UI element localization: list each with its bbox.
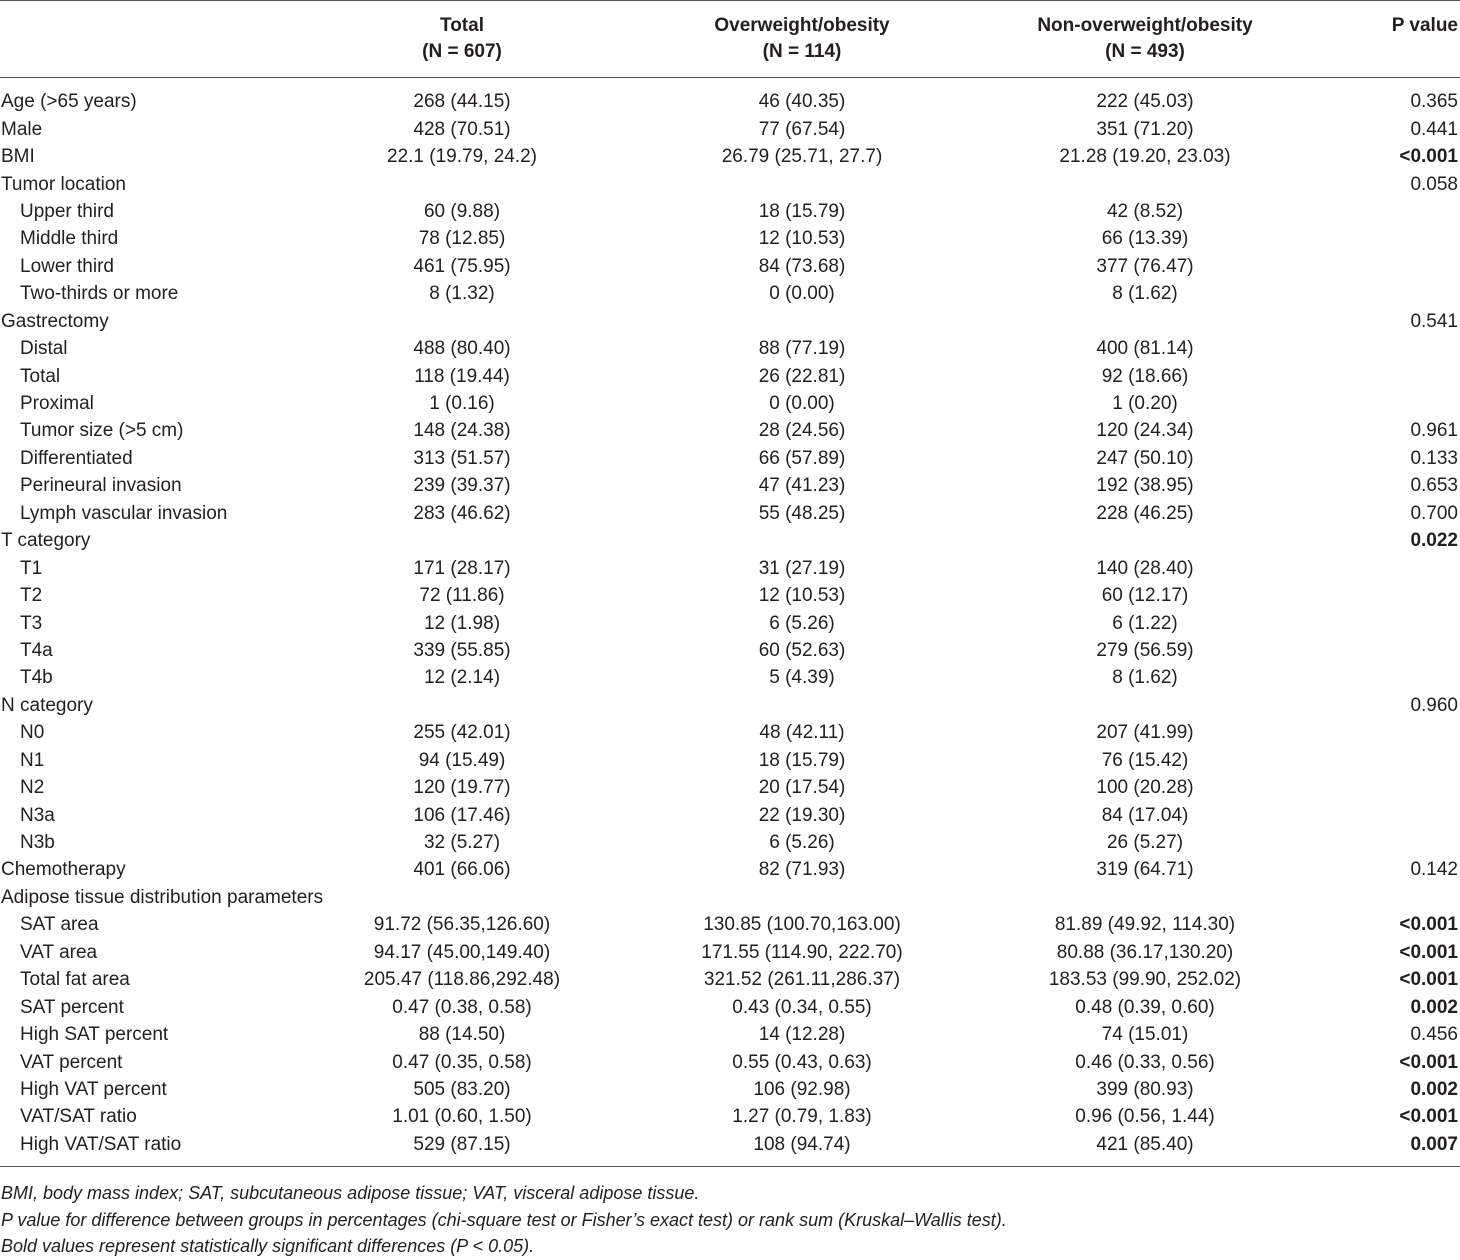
table-row xyxy=(0,417,1460,444)
row-label: Total fat area xyxy=(20,969,130,991)
cell-non-overweight: 0.46 (0.33, 0.56) xyxy=(1075,1051,1215,1073)
row-label: N category xyxy=(1,694,93,716)
cell-total: 1.01 (0.60, 1.50) xyxy=(392,1106,532,1128)
cell-total: 88 (14.50) xyxy=(418,1024,506,1046)
row-label: High VAT/SAT ratio xyxy=(0,1131,290,1167)
cell-non-overweight xyxy=(970,308,1320,335)
table-row xyxy=(0,993,1460,1020)
cell-total: 72 (11.86) xyxy=(419,585,505,607)
cell-overweight: 48 (42.11) xyxy=(759,722,845,744)
header-total xyxy=(290,1,634,78)
table-row xyxy=(0,911,1460,938)
cell-p-value: 0.700 xyxy=(1410,502,1458,524)
cell-non-overweight: 8 (1.62) xyxy=(1112,667,1178,689)
cell-p-value xyxy=(1320,774,1460,801)
cell-total xyxy=(290,884,634,911)
cell-overweight: 130.85 (100.70,163.00) xyxy=(703,914,901,936)
table-row xyxy=(0,747,1460,774)
cell-p-value xyxy=(1320,362,1460,389)
cell-p-value xyxy=(1320,664,1460,691)
cell-non-overweight: 279 (56.59) xyxy=(1096,639,1194,661)
cell-p-value xyxy=(1320,582,1460,609)
cell-total: 12 (1.98) xyxy=(423,612,501,634)
cell-total: 505 (83.20) xyxy=(413,1078,511,1100)
cell-non-overweight: 377 (76.47) xyxy=(1096,255,1194,277)
row-label: N3b xyxy=(20,832,55,854)
row-label: BMI xyxy=(1,146,35,168)
cell-overweight: 106 (92.98) xyxy=(753,1078,851,1100)
table-row xyxy=(0,308,1460,335)
cell-non-overweight: 60 (12.17) xyxy=(1101,585,1189,607)
table-row xyxy=(0,280,1460,307)
cell-p-value: <0.001 xyxy=(1399,146,1458,168)
row-label: VAT percent xyxy=(20,1051,123,1073)
cell-p-value xyxy=(1320,198,1460,225)
header-total-title: Total xyxy=(440,15,484,36)
cell-non-overweight: 80.88 (36.17,130.20) xyxy=(1056,941,1234,963)
row-label: T4a xyxy=(20,639,53,661)
cell-p-value: 0.002 xyxy=(1410,1078,1458,1100)
cell-overweight xyxy=(634,692,970,719)
cell-total: 148 (24.38) xyxy=(413,420,511,442)
cell-non-overweight: 84 (17.04) xyxy=(1101,804,1189,826)
table-row xyxy=(0,1048,1460,1075)
cell-total: 94.17 (45.00,149.40) xyxy=(373,941,551,963)
row-label: Differentiated xyxy=(20,447,133,469)
table-row xyxy=(0,939,1460,966)
table-row xyxy=(0,1103,1460,1130)
cell-total: 60 (9.88) xyxy=(423,200,501,222)
cell-p-value: 0.022 xyxy=(1410,530,1458,552)
cell-overweight: 0.55 (0.43, 0.63) xyxy=(732,1051,872,1073)
cell-non-overweight: 0.48 (0.39, 0.60) xyxy=(1075,996,1215,1018)
cell-overweight: 108 (94.74) xyxy=(634,1131,970,1167)
cell-total: 118 (19.44) xyxy=(414,365,510,387)
cell-non-overweight: 421 (85.40) xyxy=(970,1131,1320,1167)
cell-overweight: 6 (5.26) xyxy=(769,612,835,634)
cell-overweight: 55 (48.25) xyxy=(758,502,846,524)
cell-total: 268 (44.15) xyxy=(413,91,511,113)
cell-non-overweight: 100 (20.28) xyxy=(1096,777,1194,799)
cell-overweight: 1.27 (0.79, 1.83) xyxy=(732,1106,872,1128)
row-label: T1 xyxy=(20,557,43,579)
row-label: T2 xyxy=(20,585,43,607)
cell-p-value xyxy=(1320,390,1460,417)
cell-overweight: 12 (10.53) xyxy=(758,228,846,250)
row-label: Age (>65 years) xyxy=(1,91,137,113)
cell-p-value xyxy=(1320,609,1460,636)
row-label: VAT/SAT ratio xyxy=(20,1106,137,1128)
cell-non-overweight: 140 (28.40) xyxy=(1096,557,1194,579)
cell-total xyxy=(290,527,634,554)
cell-non-overweight: 228 (46.25) xyxy=(1096,502,1194,524)
cell-overweight: 28 (24.56) xyxy=(758,420,846,442)
cell-non-overweight: 120 (24.34) xyxy=(1096,420,1194,442)
cell-p-value: 0.961 xyxy=(1410,420,1458,442)
cell-total: 94 (15.49) xyxy=(418,749,506,771)
cell-total: 283 (46.62) xyxy=(413,502,511,524)
header-overweight-title: Overweight/obesity xyxy=(714,15,890,36)
row-label: High VAT percent xyxy=(20,1078,167,1100)
footnote-abbreviations: BMI, body mass index; SAT, subcutaneous adipose tissue; VAT, visceral adipose tissue. xyxy=(1,1183,700,1203)
table-row xyxy=(0,143,1460,170)
header-non-overweight xyxy=(970,1,1320,78)
cell-total: 0.47 (0.35, 0.58) xyxy=(392,1051,532,1073)
table-row xyxy=(0,884,1460,911)
cell-total: 401 (66.06) xyxy=(413,859,511,881)
row-label: N3a xyxy=(20,804,55,826)
cell-overweight: 60 (52.63) xyxy=(758,639,846,661)
cell-overweight xyxy=(634,884,970,911)
cell-non-overweight: 42 (8.52) xyxy=(1106,200,1184,222)
cell-p-value xyxy=(1320,225,1460,252)
cell-non-overweight: 192 (38.95) xyxy=(1096,475,1194,497)
cell-overweight: 6 (5.26) xyxy=(769,832,835,854)
row-label: T3 xyxy=(20,612,43,634)
cell-total: 22.1 (19.79, 24.2) xyxy=(387,146,537,168)
cell-overweight xyxy=(634,308,970,335)
table-body xyxy=(0,78,1460,1167)
row-label: T4b xyxy=(20,667,53,689)
table-row xyxy=(0,1131,1460,1167)
cell-p-value: 0.007 xyxy=(1320,1131,1460,1167)
row-label: Adipose tissue distribution parameters xyxy=(1,886,324,908)
cell-p-value: 0.365 xyxy=(1410,91,1458,113)
table-row xyxy=(0,774,1460,801)
table-row xyxy=(0,115,1460,142)
header-overweight-n: (N = 114) xyxy=(762,41,842,62)
cell-total: 106 (17.46) xyxy=(413,804,511,826)
cell-non-overweight: 92 (18.66) xyxy=(1101,365,1189,387)
table-row xyxy=(0,472,1460,499)
cell-p-value: <0.001 xyxy=(1399,941,1458,963)
header-total-n: (N = 607) xyxy=(422,41,502,62)
table-footnotes xyxy=(1,1180,1007,1260)
cell-total: 339 (55.85) xyxy=(413,639,511,661)
cell-total: 239 (39.37) xyxy=(413,475,511,497)
cell-total xyxy=(290,692,634,719)
row-label: Perineural invasion xyxy=(20,475,182,497)
cell-overweight: 46 (40.35) xyxy=(758,91,846,113)
row-label: Distal xyxy=(20,338,68,360)
row-label: Chemotherapy xyxy=(1,859,126,881)
cell-non-overweight: 8 (1.62) xyxy=(1112,283,1178,305)
cell-overweight: 12 (10.53) xyxy=(758,585,846,607)
row-label: Gastrectomy xyxy=(1,310,109,332)
cell-overweight: 66 (57.89) xyxy=(758,447,846,469)
table-row xyxy=(0,829,1460,856)
table-row xyxy=(0,664,1460,691)
cell-p-value xyxy=(1320,637,1460,664)
row-label: SAT percent xyxy=(20,996,124,1018)
cell-overweight: 5 (4.39) xyxy=(769,667,835,689)
table-row xyxy=(0,637,1460,664)
row-label: T category xyxy=(1,530,91,552)
table-row xyxy=(0,719,1460,746)
cell-non-overweight: 66 (13.39) xyxy=(1101,228,1189,250)
header-overweight xyxy=(634,1,970,78)
cell-p-value: 0.133 xyxy=(1410,447,1458,469)
cell-total xyxy=(290,308,634,335)
row-label: VAT area xyxy=(20,941,98,963)
footnote-p-value: P value for difference between groups in percentages (chi-square test or Fisher’s exact test) or rank sum (Kruskal–Wallis test). xyxy=(1,1209,1007,1230)
cell-p-value: <0.001 xyxy=(1399,1051,1458,1073)
row-label: Total xyxy=(20,365,61,387)
table-row xyxy=(0,801,1460,828)
cell-overweight: 18 (15.79) xyxy=(758,749,846,771)
table-row xyxy=(0,335,1460,362)
cell-total: 205.47 (118.86,292.48) xyxy=(363,969,561,991)
cell-non-overweight: 76 (15.42) xyxy=(1101,749,1189,771)
table-row xyxy=(0,527,1460,554)
cell-overweight: 321.52 (261.11,286.37) xyxy=(703,969,901,991)
cell-total: 313 (51.57) xyxy=(413,447,511,469)
row-label: Upper third xyxy=(20,200,114,222)
cell-p-value: 0.541 xyxy=(1410,310,1458,332)
cell-total: 1 (0.16) xyxy=(429,393,495,415)
cell-overweight: 77 (67.54) xyxy=(758,118,846,140)
cell-total: 0.47 (0.38, 0.58) xyxy=(392,996,532,1018)
cell-p-value xyxy=(1320,719,1460,746)
row-label: Two-thirds or more xyxy=(20,283,179,305)
cell-total xyxy=(290,170,634,197)
cell-non-overweight: 222 (45.03) xyxy=(1096,91,1194,113)
cell-p-value xyxy=(1320,253,1460,280)
cell-overweight: 171.55 (114.90, 222.70) xyxy=(701,941,903,963)
table-row xyxy=(0,500,1460,527)
table-row xyxy=(0,390,1460,417)
table-header xyxy=(0,1,1460,78)
table-row xyxy=(0,253,1460,280)
cell-p-value: 0.142 xyxy=(1410,859,1458,881)
row-label: Middle third xyxy=(20,228,119,250)
cell-non-overweight: 247 (50.10) xyxy=(1096,447,1194,469)
cell-overweight: 0 (0.00) xyxy=(769,283,835,305)
cell-overweight: 20 (17.54) xyxy=(758,777,846,799)
cell-non-overweight: 1 (0.20) xyxy=(1112,393,1178,415)
header-non-overweight-title: Non-overweight/obesity xyxy=(1037,15,1253,36)
row-label: SAT area xyxy=(20,914,99,936)
cell-total: 488 (80.40) xyxy=(413,338,511,360)
row-label: Male xyxy=(1,118,43,140)
cell-overweight: 0 (0.00) xyxy=(769,393,835,415)
row-label: Tumor location xyxy=(1,173,126,195)
cell-total: 32 (5.27) xyxy=(423,832,501,854)
header-p-value-title: P value xyxy=(1391,15,1458,36)
cell-p-value: 0.441 xyxy=(1410,118,1458,140)
table-row xyxy=(0,1021,1460,1048)
cell-non-overweight: 399 (80.93) xyxy=(1096,1078,1194,1100)
cell-p-value xyxy=(1320,747,1460,774)
header-non-overweight-n: (N = 493) xyxy=(1105,41,1185,62)
cell-overweight xyxy=(634,170,970,197)
cell-p-value: 0.456 xyxy=(1410,1024,1458,1046)
table-row xyxy=(0,582,1460,609)
cell-non-overweight: 21.28 (19.20, 23.03) xyxy=(1059,146,1231,168)
cell-non-overweight: 81.89 (49.92, 114.30) xyxy=(1054,914,1236,936)
table-row xyxy=(0,225,1460,252)
footnote-bold: Bold values represent statistically significant differences (P < 0.05). xyxy=(1,1236,535,1256)
cell-total: 91.72 (56.35,126.60) xyxy=(373,914,551,936)
cell-total: 255 (42.01) xyxy=(413,722,511,744)
cell-total: 120 (19.77) xyxy=(413,777,511,799)
table-row xyxy=(0,609,1460,636)
row-label: N2 xyxy=(20,777,45,799)
table-row xyxy=(0,1076,1460,1103)
table-row xyxy=(0,78,1460,116)
table-row xyxy=(0,554,1460,581)
cell-p-value xyxy=(1320,280,1460,307)
cell-total: 78 (12.85) xyxy=(418,228,506,250)
cell-overweight: 82 (71.93) xyxy=(758,859,846,881)
cell-non-overweight: 6 (1.22) xyxy=(1112,612,1178,634)
cell-total: 428 (70.51) xyxy=(413,118,511,140)
cell-non-overweight: 74 (15.01) xyxy=(1101,1024,1189,1046)
table-row xyxy=(0,362,1460,389)
cell-p-value xyxy=(1320,884,1460,911)
cell-non-overweight xyxy=(970,527,1320,554)
cell-p-value: <0.001 xyxy=(1399,1106,1458,1128)
cell-overweight: 0.43 (0.34, 0.55) xyxy=(732,996,872,1018)
header-variable xyxy=(0,1,290,78)
header-p-value xyxy=(1320,1,1460,78)
cell-overweight: 18 (15.79) xyxy=(758,200,846,222)
cell-overweight: 88 (77.19) xyxy=(758,338,846,360)
cell-overweight: 14 (12.28) xyxy=(758,1024,846,1046)
row-label: Proximal xyxy=(20,393,94,415)
table-row xyxy=(0,170,1460,197)
table-row xyxy=(0,966,1460,993)
cell-non-overweight: 207 (41.99) xyxy=(1096,722,1194,744)
cell-non-overweight xyxy=(970,692,1320,719)
cell-overweight: 47 (41.23) xyxy=(758,475,846,497)
cell-total: 171 (28.17) xyxy=(413,557,511,579)
row-label: High SAT percent xyxy=(20,1024,169,1046)
cell-non-overweight xyxy=(970,170,1320,197)
row-label: Lymph vascular invasion xyxy=(20,502,228,524)
row-label: N0 xyxy=(20,722,45,744)
cell-non-overweight: 400 (81.14) xyxy=(1096,338,1194,360)
cell-non-overweight: 183.53 (99.90, 252.02) xyxy=(1048,969,1242,991)
header-row xyxy=(0,1,1460,78)
cell-non-overweight xyxy=(970,884,1320,911)
cell-total: 529 (87.15) xyxy=(290,1131,634,1167)
cell-non-overweight: 319 (64.71) xyxy=(1096,859,1194,881)
table-row xyxy=(0,856,1460,883)
cell-p-value xyxy=(1320,335,1460,362)
cell-non-overweight: 26 (5.27) xyxy=(1106,832,1184,854)
table-row xyxy=(0,198,1460,225)
cell-p-value: <0.001 xyxy=(1399,914,1458,936)
table-row xyxy=(0,445,1460,472)
cell-overweight: 31 (27.19) xyxy=(758,557,846,579)
cell-overweight: 22 (19.30) xyxy=(758,804,846,826)
cell-p-value xyxy=(1320,801,1460,828)
cell-total: 12 (2.14) xyxy=(423,667,501,689)
cell-non-overweight: 0.96 (0.56, 1.44) xyxy=(1075,1106,1215,1128)
cell-p-value xyxy=(1320,829,1460,856)
cell-overweight: 26 (22.81) xyxy=(758,365,846,387)
cell-non-overweight: 351 (71.20) xyxy=(1096,118,1194,140)
row-label: Tumor size (>5 cm) xyxy=(20,420,184,442)
cell-overweight xyxy=(634,527,970,554)
cell-p-value: 0.960 xyxy=(1410,694,1458,716)
cell-p-value: 0.653 xyxy=(1410,475,1458,497)
table-row xyxy=(0,692,1460,719)
cell-p-value xyxy=(1320,554,1460,581)
cell-overweight: 84 (73.68) xyxy=(758,255,846,277)
cell-p-value: <0.001 xyxy=(1399,969,1458,991)
row-label: Lower third xyxy=(20,255,114,277)
cell-p-value: 0.002 xyxy=(1410,996,1458,1018)
cell-total: 8 (1.32) xyxy=(429,283,495,305)
cell-total: 461 (75.95) xyxy=(413,255,511,277)
row-label: N1 xyxy=(20,749,45,771)
cell-overweight: 26.79 (25.71, 27.7) xyxy=(721,146,883,168)
cell-p-value: 0.058 xyxy=(1410,173,1458,195)
